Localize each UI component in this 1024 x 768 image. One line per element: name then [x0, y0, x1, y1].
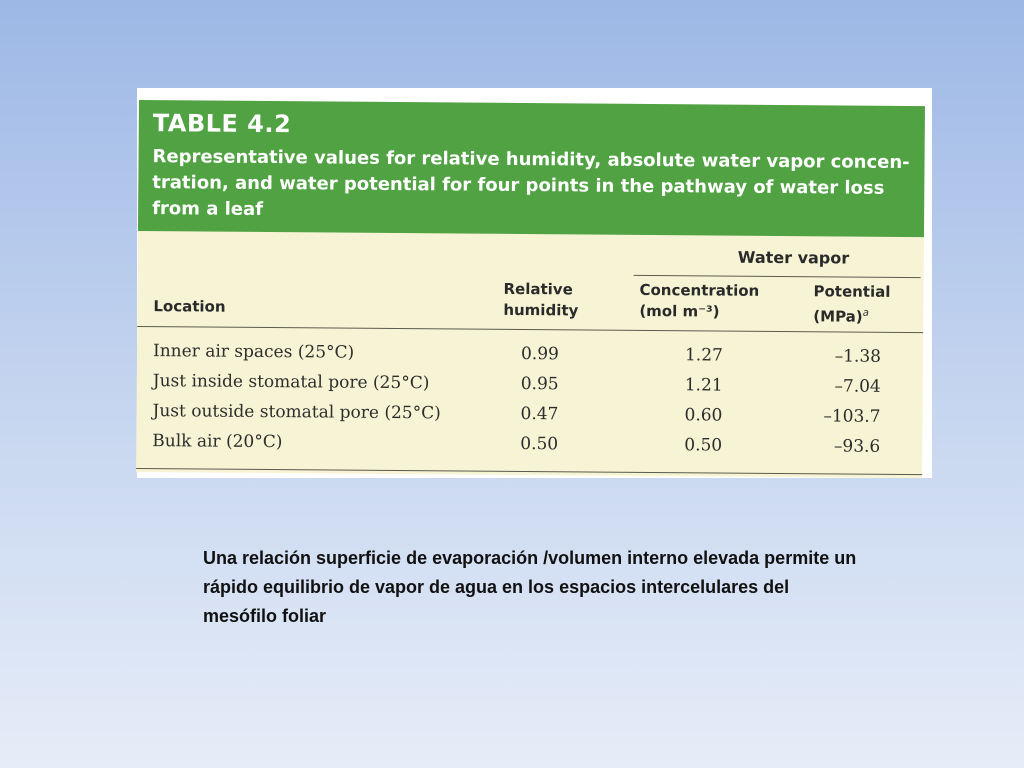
cell-concentration: 0.60 [684, 405, 723, 426]
slide-body-text: Una relación superficie de evaporación /volumen interno elevada permite un rápido equilibrio de vapor de agua en los espacios intercelulares del mesófilo foliar [203, 548, 857, 626]
cell-potential: –93.6 [833, 436, 881, 457]
table-image [137, 88, 932, 478]
column-header-line: (mol m⁻³) [639, 301, 720, 321]
table-caption: Representative values for relative humidity, absolute water vapor concentration, and water potential for four points in the pathway of water loss from a leaf [152, 146, 910, 220]
column-header-concentration [639, 280, 759, 323]
cell-concentration: 1.21 [684, 375, 723, 396]
footnote-marker: a [862, 307, 869, 319]
group-header-water-vapor: Water vapor [737, 247, 850, 268]
table-row [136, 431, 922, 467]
column-header-unit: (MPa) [813, 307, 863, 326]
group-header-rule [634, 275, 921, 278]
cell-concentration: 1.27 [684, 345, 723, 366]
cell-potential: –7.04 [834, 376, 881, 397]
table-bottom-rule [136, 468, 922, 475]
column-header-potential [813, 281, 890, 328]
cell-potential: –103.7 [823, 406, 881, 427]
cell-location: Inner air spaces (25°C) [152, 341, 355, 363]
cell-potential: –1.38 [834, 346, 882, 367]
header-rule [137, 326, 923, 333]
column-header-line: humidity [503, 300, 579, 320]
cell-relative-humidity: 0.99 [520, 344, 559, 365]
column-header-line [813, 302, 890, 328]
table-card [136, 100, 925, 478]
column-header-line: Relative [503, 279, 573, 299]
cell-location: Just inside stomatal pore (25°C) [152, 371, 430, 394]
cell-relative-humidity: 0.47 [520, 404, 559, 425]
cell-relative-humidity: 0.50 [520, 434, 559, 455]
cell-location: Just outside stomatal pore (25°C) [152, 401, 441, 424]
column-header-line: Concentration [639, 280, 760, 300]
table-title: TABLE 4.2 [152, 109, 292, 139]
column-header-line: Potential [813, 282, 891, 301]
column-header-location: Location [153, 297, 226, 316]
table-header-band [138, 100, 925, 237]
cell-relative-humidity: 0.95 [520, 374, 559, 395]
column-header-relative-humidity [503, 279, 578, 322]
cell-location: Bulk air (20°C) [152, 431, 283, 453]
cell-concentration: 0.50 [684, 435, 723, 456]
